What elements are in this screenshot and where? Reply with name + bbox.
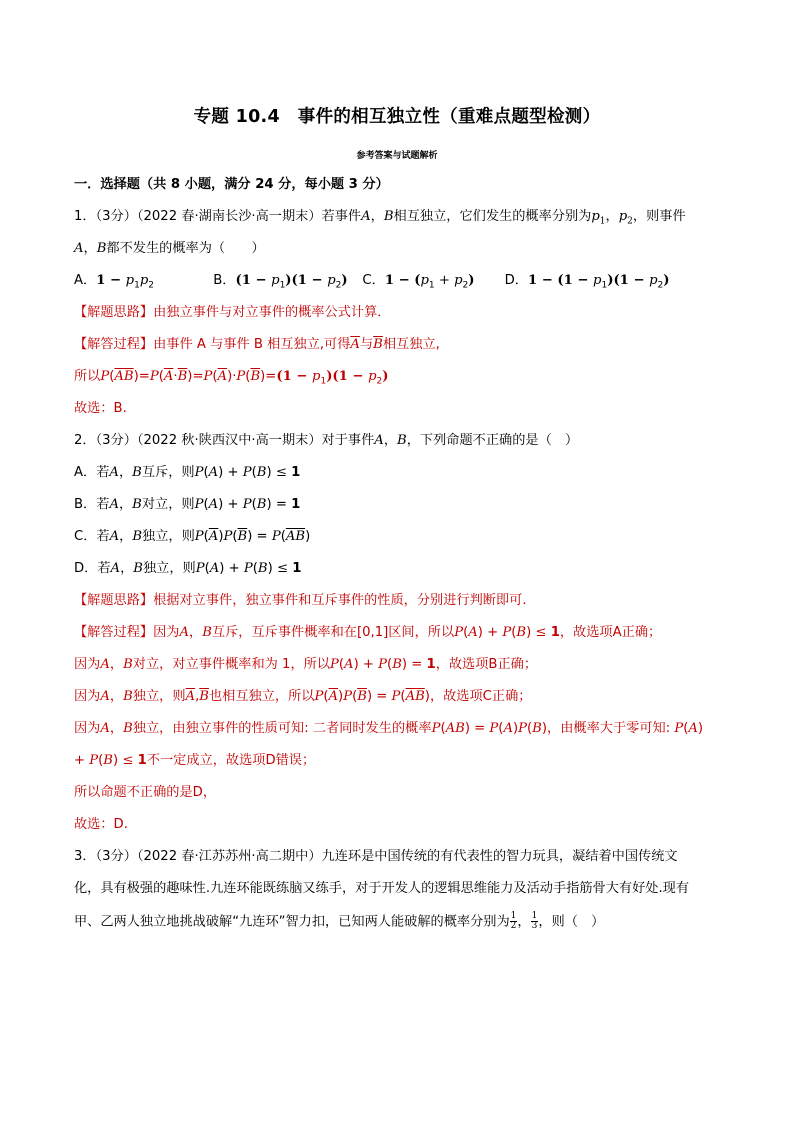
q2-answer: 故选：D. (74, 817, 128, 832)
q3-line1: 3．（3分）（2022 春·江苏苏州·高二期中）九连环是中国传统的有代表性的智力玩具，凝结着中国传统文 (74, 849, 678, 864)
q3-line3: 甲、乙两人独立地挑战破解“九连环”智力扣，已知两人能破解的概率分别为 $\frac{1}{2}$ ， $\frac{1}{3}$ ，则（ ） (74, 911, 605, 931)
q1-option-b: B．$(1 - p_1)(1 - p_2)$ (213, 273, 348, 291)
q1-hint: 【解题思路】由独立事件与对立事件的概率公式计算． (74, 305, 391, 320)
q1-option-c: C．$1 - (p_1 + p_2)$ (362, 273, 475, 291)
q1-stem-d: 都不发生的概率为（ ） (106, 241, 265, 256)
q2-stem: 2．（3分）（2022 秋·陕西汉中·高一期末）对于事件A，B，下列命题不正确的是（ ） (74, 433, 579, 448)
fraction-2: $\frac{1}{3}$ (531, 911, 538, 931)
q1-answer: 故选：B. (74, 401, 127, 416)
q2-process-6: 所以命题不正确的是D， (74, 785, 217, 800)
q1-option-d: D．$1 - (1 - p_1)(1 - p_2)$ (504, 273, 670, 291)
q2-option-b: B．若A，B对立，则P(A) + P(B) = 1 (74, 497, 301, 512)
page-title: 专题 10.4 事件的相互独立性（重难点题型检测） (193, 107, 601, 127)
q2-option-c: C．若A，B独立，则$P(\overline{A})P(\overline{B}) = P(\overline{AB})$ (74, 529, 311, 544)
q1-options (74, 272, 734, 295)
q2-process-5: + P(B) ≤ 1不一定成立，故选项D错误； (74, 753, 316, 768)
q1-stem-line2: A，B都不发生的概率为（ ） (74, 241, 265, 256)
page-subtitle: 参考答案与试题解析 (356, 151, 438, 161)
q1-stem-line1: 1．（3分）（2022 春·湖南长沙·高一期末）若事件A，B相互独立，它们发生的概率分别为$p_1$，$p_2$，则事件 (74, 209, 686, 227)
q2-option-d: D．若A，B独立，则P(A) + P(B) ≤ 1 (74, 561, 302, 576)
q2-process-1: 【解答过程】因为A，B互斥，互斥事件概率和在[0,1]区间，所以P(A) + P(B) ≤ 1，故选项A正确； (74, 625, 662, 640)
section-heading: 一．选择题（共 8 小题，满分 24 分，每小题 3 分） (74, 177, 389, 192)
q2-option-a: A．若A，B互斥，则P(A) + P(B) ≤ 1 (74, 465, 301, 480)
q1-calc: 所以$P(\overline{AB})=P(\overline{A}\cdot\overline{B})=P(\overline{A})\cdot P(\overline{B})=(1 - p_1)(1 - p_2)$ (74, 369, 389, 387)
q1-process: 【解答过程】由事件 A 与事件 B 相互独立,可得$\overline{A}$与$\overline{B}$相互独立, (74, 337, 440, 352)
q1-stem-a: 1．（3分）（2022 春·湖南长沙·高一期末）若事件 (74, 209, 362, 224)
q2-process-4: 因为A，B独立，由独立事件的性质可知: 二者同时发生的概率P(AB) = P(A)P(B)，由概率大于零可知: P(A) (74, 721, 704, 736)
q1-option-a: A．$1 - p_1p_2$ (74, 273, 155, 291)
q2-hint: 【解题思路】根据对立事件，独立事件和互斥事件的性质，分别进行判断即可. (74, 593, 527, 608)
q1-stem-c: ，则事件 (632, 209, 686, 224)
q2-process-3: 因为A，B独立，则$\overline{A},\overline{B}$也相互独立，所以$P(\overline{A})P(\overline{B}) = P(\overline{AB})$，故选项C正确； (74, 689, 532, 704)
q2-process-2: 因为A，B对立，对立事件概率和为 1，所以P(A) + P(B) = 1，故选项B正确； (74, 657, 538, 672)
q3-line2: 化，具有极强的趣味性.九连环能既练脑又练手，对于开发人的逻辑思维能力及活动手指筋骨大有好处.现有 (74, 881, 690, 896)
q1-stem-b: 相互独立，它们发生的概率分别为 (393, 209, 592, 224)
fraction-1: $\frac{1}{2}$ (510, 911, 517, 931)
